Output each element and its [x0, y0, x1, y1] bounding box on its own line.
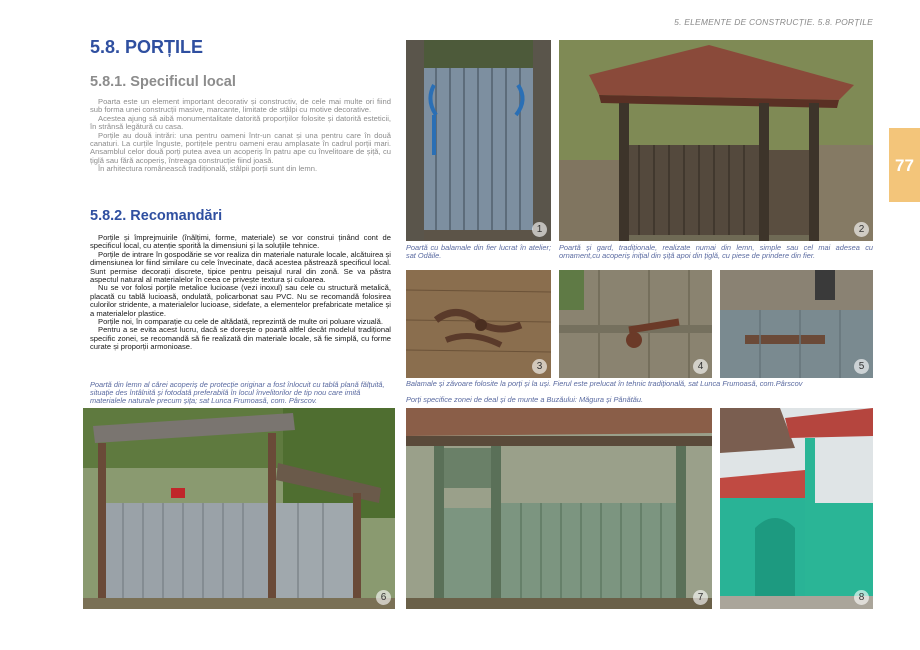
running-header: 5. ELEMENTE DE CONSTRUCȚIE. 5.8. PORȚILE	[674, 17, 873, 27]
paragraph: Porțile și împrejmuirile (înălțimi, forme, materiale) se vor construi ținând cont de specificul local, cu atenție sporită la dimensiuni și la soluțiile tehnice.	[90, 233, 391, 251]
paragraph: Porțile de intrare în gospodărie se vor realiza din materiale naturale locale, alcătuirea și dimensiunea lor fiind similare cu cele învecinate, dacă acestea păstrează specificul local. Sunt permise decorații discrete, tipice pentru peisajul rural din zonă. Se va păstra aspectul natural al materialelor în ceea ce privește textura și culoarea.	[90, 249, 391, 285]
paragraph: Nu se vor folosi porțile metalice lucioase (vezi inoxul) sau cele cu structură metalică, placată cu tablă lucioasă, ondulată, policarbonat sau PVC. Nu se recomandă folosirea culorilor stridente, a materialelor lucioase, sidefate, a elementelor prefabricate metalice și a materialelor plastice.	[90, 283, 391, 318]
photo-number: 1	[532, 222, 547, 237]
paragraph: Acestea ajung să aibă monumentalitate datorită proporțiilor folosite și datorită esteticii, în strânsă legătură cu casa.	[90, 113, 391, 132]
photo-iron-bolt	[720, 270, 873, 378]
page-number-tab	[889, 128, 920, 202]
subsection-title-recommendations: 5.8.2. Recomandări	[90, 208, 223, 224]
page-number: 77	[895, 156, 914, 175]
paragraph: În arhitectura românească tradițională, stâlpii porții sunt din lemn.	[98, 164, 318, 174]
section-title: 5.8. PORȚILE	[90, 37, 204, 57]
caption-photos-6-8: Porți specifice zonei de deal și de munte a Buzăului: Măgura și Pănătău.	[406, 395, 644, 404]
photo-number: 2	[854, 222, 869, 237]
photo-turquoise-gate	[720, 408, 873, 609]
photo-iron-hinge	[406, 270, 551, 378]
paragraph: Porțile au două intrări: una pentru oameni într-un canat și una pentru care în două canaturi. La curțile înguste, portițele pentru oameni erau amplasate în cadrul porții mari. Ansamblul celor două porți putea avea un acoperiș în patru ape cu învelitoare de șiță, cu țiglă sau fără acoperiș, întreaga construcție fiind joasă.	[90, 130, 391, 165]
photo-number: 5	[854, 359, 869, 374]
photo-number: 4	[693, 359, 708, 374]
photo-blue-gate	[406, 40, 551, 241]
photo-roofed-gate	[559, 40, 873, 241]
subsection-text-specific	[90, 98, 391, 174]
paragraph: Pentru a se evita acest lucru, dacă se dorește o poartă altfel decât modelul tradițional specific zonei, se recomandă să fie realizată din materiale locale, să fie simplă, cu forme curate și proporții armonioase.	[90, 325, 391, 352]
photo-grey-gate	[83, 408, 395, 609]
photo-iron-latch	[559, 270, 712, 378]
caption-photo-1: Poartă cu balamale din fier lucrat în atelier; sat Odăile.	[406, 243, 551, 260]
subsection-text-recommendations	[90, 234, 391, 352]
paragraph: Poarta este un element important decorativ și constructiv, de cele mai multe ori fiind sub forma unei construcții masive, marcante, limitate de stâlpi cu motive decorative.	[90, 97, 391, 115]
photo-number: 7	[693, 590, 708, 605]
photo-number: 3	[532, 359, 547, 374]
caption-photo-2: Poartă și gard, tradiționale, realizate numai din lemn, simple sau cel mai adesea cu ornament,cu acoperiș inițial din șiță apoi din țiglă, cu piese de prindere din fier.	[559, 243, 873, 260]
caption-photo-6: Poartă din lemn al cărei acoperiș de protecție originar a fost înlocuit cu tablă plană fălțuită, situație des întâlnită și fotodată preferabilă în locul învelitorilor de tip nou care imită materialele naturale precum șița; sat Lunca Frumoasă, com. Pârscov.	[90, 380, 385, 405]
subsection-title-specific: 5.8.1. Specificul local	[90, 74, 236, 90]
paragraph: Porțile noi, în comparație cu cele de altădată, reprezintă de multe ori poluare vizuală.	[98, 317, 383, 327]
caption-photos-3-5: Balamale și zăvoare folosite la porți și la uși. Fierul este prelucat în tehnic tradițională, sat Lunca Frumoasă, com.Pârscov	[406, 379, 803, 388]
photo-number: 6	[376, 590, 391, 605]
photo-green-gate	[406, 408, 712, 609]
photo-number: 8	[854, 590, 869, 605]
